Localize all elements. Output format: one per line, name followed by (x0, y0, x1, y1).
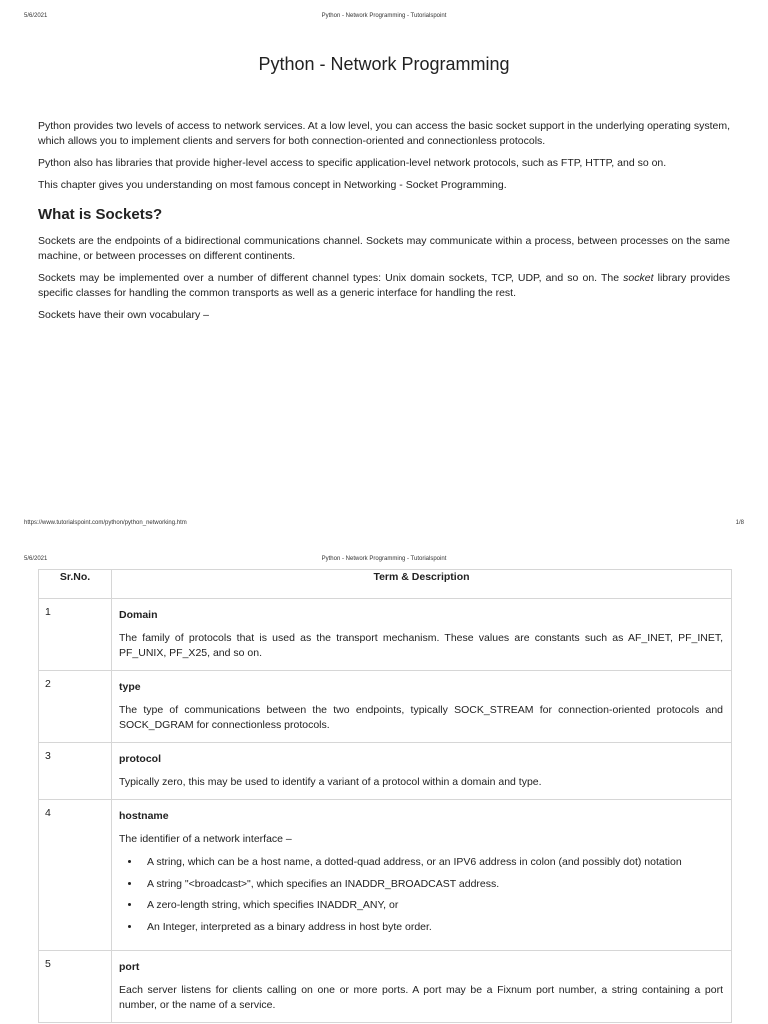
page1-header-date: 5/6/2021 (24, 13, 48, 19)
term-description: Each server listens for clients calling on one or more ports. A port may be a Fixnum port number, a string containing a port number, or the name of a service. (119, 984, 723, 1011)
row-number: 1 (39, 599, 112, 671)
term-description: The type of communications between the two endpoints, typically SOCK_STREAM for connection-oriented protocols and SOCK_DGRAM for connectionless protocols. (119, 704, 723, 731)
footer-url: https://www.tutorialspoint.com/python/python_networking.htm (24, 520, 187, 526)
row-content (112, 743, 732, 800)
term-name: hostname (119, 810, 169, 822)
term-name: Domain (119, 609, 158, 621)
table-header-row (39, 570, 732, 599)
table-row (39, 599, 732, 671)
intro-paragraph-2: Python also has libraries that provide higher-level access to specific application-level network protocols, such as FTP, HTTP, and so on. (38, 157, 667, 169)
term-name: port (119, 961, 140, 973)
column-header-sr-no: Sr.No. (39, 570, 112, 599)
table-row (39, 800, 732, 951)
sockets-paragraph-2-text: Sockets may be implemented over a number of different channel types: Unix domain sockets, TCP, UDP, and so on. The (38, 272, 624, 284)
list-item: • A string, which can be a host name, a dotted-quad address, or an IPV6 address in colon (and possibly dot) notation (141, 855, 723, 869)
sockets-paragraph-2 (38, 271, 730, 300)
sockets-paragraph-2-text-end: library provides specific classes for handling the common transports as well as a generic interface for handling the rest. (38, 272, 730, 299)
socket-emphasis: socket (623, 272, 654, 284)
section-heading: What is Sockets? (38, 206, 163, 223)
term-description: The family of protocols that is used as the transport mechanism. These values are constants such as AF_INET, PF_INET, PF_UNIX, PF_X25, and so on. (119, 632, 723, 659)
table-row (39, 743, 732, 800)
row-content (112, 671, 732, 743)
page2-header-date: 5/6/2021 (24, 556, 48, 562)
terms-table (38, 569, 732, 1023)
row-number: 3 (39, 743, 112, 800)
table-row (39, 951, 732, 1023)
table-row (39, 671, 732, 743)
term-name: type (119, 681, 141, 693)
term-description: The identifier of a network interface – (119, 833, 292, 845)
row-content (112, 951, 732, 1023)
list-item: • An Integer, interpreted as a binary address in host byte order. (141, 920, 723, 934)
list-item: • A string "<broadcast>", which specifies an INADDR_BROADCAST address. (141, 877, 723, 891)
intro-paragraph-3: This chapter gives you understanding on most famous concept in Networking - Socket Programming. (38, 179, 507, 191)
page2-header-title: Python - Network Programming - Tutorialspoint (321, 556, 447, 562)
row-number: 5 (39, 951, 112, 1023)
term-description: Typically zero, this may be used to identify a variant of a protocol within a domain and type. (119, 776, 542, 788)
intro-paragraph-1: Python provides two levels of access to network services. At a low level, you can access the basic socket support in the underlying operating system, which allows you to implement clients and servers for both connection-oriented and connectionless protocols. (38, 120, 730, 147)
page-title: Python - Network Programming (258, 54, 510, 74)
row-content (112, 599, 732, 671)
page1-header-title: Python - Network Programming - Tutorialspoint (321, 13, 447, 19)
row-content (112, 800, 732, 951)
sockets-paragraph-1: Sockets are the endpoints of a bidirectional communications channel. Sockets may communicate within a process, between processes on the same machine, or between processes on different continents. (38, 235, 730, 262)
sockets-paragraph-3: Sockets have their own vocabulary – (38, 309, 210, 321)
list-item: • A zero-length string, which specifies INADDR_ANY, or (141, 898, 723, 912)
hostname-bullet-list (119, 855, 723, 934)
row-number: 2 (39, 671, 112, 743)
footer-page-number: 1/8 (735, 520, 744, 526)
term-name: protocol (119, 753, 161, 765)
column-header-term-description: Term & Description (112, 570, 732, 599)
row-number: 4 (39, 800, 112, 951)
